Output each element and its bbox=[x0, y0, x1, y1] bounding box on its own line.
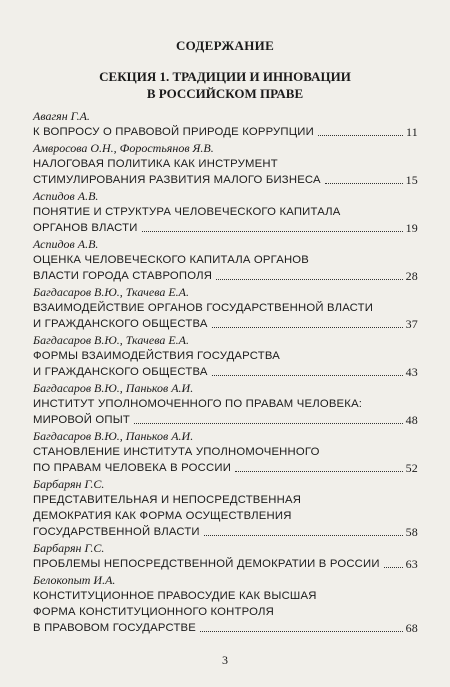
toc-entry-title-text: И ГРАЖДАНСКОГО ОБЩЕСТВА bbox=[33, 318, 208, 330]
page-title: СОДЕРЖАНИЕ bbox=[175, 38, 275, 53]
toc-entry-page: 11 bbox=[406, 125, 418, 139]
toc-entry-title-text: ПО ПРАВАМ ЧЕЛОВЕКА В РОССИИ bbox=[33, 462, 232, 474]
dot-leader bbox=[200, 630, 403, 632]
toc-entry-title-line bbox=[33, 364, 418, 380]
toc-entry[interactable] bbox=[33, 236, 418, 284]
toc-entry-author: Авагян Г.А. bbox=[33, 109, 90, 123]
dot-leader bbox=[212, 374, 403, 376]
toc-entry-author: Багдасаров В.Ю., Ткачева Е.А. bbox=[33, 333, 190, 347]
toc-entry-author: Барбарян Г.С. bbox=[33, 541, 105, 555]
toc-entry-title-text: К ВОПРОСУ О ПРАВОВОЙ ПРИРОДЕ КОРРУПЦИИ bbox=[33, 126, 314, 138]
toc-entry-page: 52 bbox=[405, 461, 418, 475]
toc-entry-title-line: НАЛОГОВАЯ ПОЛИТИКА КАК ИНСТРУМЕНТ bbox=[33, 158, 278, 170]
toc-entry-title-line: СТАНОВЛЕНИЕ ИНСТИТУТА УПОЛНОМОЧЕННОГО bbox=[33, 446, 320, 458]
dot-leader bbox=[384, 566, 403, 568]
toc-entry-author: Барбарян Г.С. bbox=[33, 477, 105, 491]
toc-entry-title-text: СТИМУЛИРОВАНИЯ РАЗВИТИЯ МАЛОГО БИЗНЕСА bbox=[33, 174, 321, 186]
dot-leader bbox=[325, 182, 403, 184]
toc-entry-title-line: ВЗАИМОДЕЙСТВИЕ ОРГАНОВ ГОСУДАРСТВЕННОЙ ВЛАСТИ bbox=[33, 302, 374, 314]
toc-entry-title-line bbox=[33, 220, 418, 236]
toc-entry[interactable] bbox=[33, 140, 418, 188]
toc-entry-title-line: ПРЕДСТАВИТЕЛЬНАЯ И НЕПОСРЕДСТВЕННАЯ bbox=[33, 494, 302, 506]
section-heading-line: В РОССИЙСКОМ ПРАВЕ bbox=[146, 86, 304, 101]
toc-entry-title-line bbox=[33, 268, 418, 284]
dot-leader bbox=[212, 326, 403, 328]
toc-entry-title-line: ПОНЯТИЕ И СТРУКТУРА ЧЕЛОВЕЧЕСКОГО КАПИТАЛА bbox=[33, 206, 341, 218]
dot-leader bbox=[142, 230, 403, 232]
dot-leader bbox=[134, 422, 403, 424]
toc-entry-author: Аспидов А.В. bbox=[33, 189, 99, 203]
toc-entry-title-text: И ГРАЖДАНСКОГО ОБЩЕСТВА bbox=[33, 366, 208, 378]
toc-entry-author: Багдасаров В.Ю., Паньков А.И. bbox=[33, 429, 194, 443]
toc-entry-page: 43 bbox=[405, 365, 418, 379]
toc-entry-page: 48 bbox=[405, 413, 418, 427]
toc-entry-title-line bbox=[33, 316, 418, 332]
toc-entry[interactable] bbox=[33, 572, 418, 636]
toc-entry-title-text: МИРОВОЙ ОПЫТ bbox=[33, 414, 131, 426]
dot-leader bbox=[216, 278, 403, 280]
toc-entry-author: Белокопыт И.А. bbox=[33, 573, 116, 587]
dot-leader bbox=[318, 134, 403, 136]
toc-entry-title-line bbox=[33, 524, 418, 540]
toc-entry-title-line bbox=[33, 124, 418, 140]
toc-entry[interactable] bbox=[33, 284, 418, 332]
toc-entry[interactable] bbox=[33, 108, 418, 140]
toc-entry-page: 19 bbox=[405, 221, 418, 235]
toc-entry-title-text: ГОСУДАРСТВЕННОЙ ВЛАСТИ bbox=[33, 526, 200, 538]
table-of-contents bbox=[33, 108, 418, 636]
toc-entry-title-line bbox=[33, 460, 418, 476]
dot-leader bbox=[235, 470, 403, 472]
dot-leader bbox=[204, 534, 403, 536]
toc-entry-title-line: КОНСТИТУЦИОННОЕ ПРАВОСУДИЕ КАК ВЫСШАЯ bbox=[33, 590, 317, 602]
toc-entry-title-text: В ПРАВОВОМ ГОСУДАРСТВЕ bbox=[33, 622, 197, 634]
toc-entry-author: Амвросова О.Н., Форостьянов Я.В. bbox=[33, 141, 214, 155]
toc-entry-title-line: ФОРМА КОНСТИТУЦИОННОГО КОНТРОЛЯ bbox=[33, 606, 274, 618]
toc-entry-title-line bbox=[33, 556, 418, 572]
toc-entry-title-line: ОЦЕНКА ЧЕЛОВЕЧЕСКОГО КАПИТАЛА ОРГАНОВ bbox=[33, 254, 310, 266]
toc-entry[interactable] bbox=[33, 188, 418, 236]
toc-entry-author: Багдасаров В.Ю., Ткачева Е.А. bbox=[33, 285, 190, 299]
toc-entry-page: 63 bbox=[405, 557, 418, 571]
toc-entry-title-line bbox=[33, 620, 418, 636]
toc-entry-title-text: ВЛАСТИ ГОРОДА СТАВРОПОЛЯ bbox=[33, 270, 213, 282]
toc-entry[interactable] bbox=[33, 476, 418, 540]
page-number: 3 bbox=[222, 653, 228, 667]
toc-entry-page: 28 bbox=[405, 269, 418, 283]
toc-entry-title-line bbox=[33, 172, 418, 188]
toc-entry-title-line: ИНСТИТУТ УПОЛНОМОЧЕННОГО ПО ПРАВАМ ЧЕЛОВЕКА: bbox=[33, 398, 363, 410]
toc-entry-author: Аспидов А.В. bbox=[33, 237, 99, 251]
section-heading-line: СЕКЦИЯ 1. ТРАДИЦИИ И ИННОВАЦИИ bbox=[99, 69, 351, 84]
toc-entry-page: 58 bbox=[405, 525, 418, 539]
toc-entry-title-text: ОРГАНОВ ВЛАСТИ bbox=[33, 222, 138, 234]
toc-entry-page: 15 bbox=[405, 173, 418, 187]
toc-entry[interactable] bbox=[33, 332, 418, 380]
toc-entry-title-line: ФОРМЫ ВЗАИМОДЕЙСТВИЯ ГОСУДАРСТВА bbox=[33, 350, 280, 362]
toc-entry-page: 37 bbox=[405, 317, 418, 331]
toc-entry-author: Багдасаров В.Ю., Паньков А.И. bbox=[33, 381, 194, 395]
toc-entry-title-line bbox=[33, 412, 418, 428]
toc-entry-title-line: ДЕМОКРАТИЯ КАК ФОРМА ОСУЩЕСТВЛЕНИЯ bbox=[33, 510, 292, 522]
toc-entry[interactable] bbox=[33, 540, 418, 572]
toc-entry[interactable] bbox=[33, 428, 418, 476]
toc-entry-title-text: ПРОБЛЕМЫ НЕПОСРЕДСТВЕННОЙ ДЕМОКРАТИИ В РОССИИ bbox=[33, 558, 380, 570]
toc-entry[interactable] bbox=[33, 380, 418, 428]
toc-entry-page: 68 bbox=[405, 621, 418, 635]
section-heading bbox=[0, 68, 450, 102]
